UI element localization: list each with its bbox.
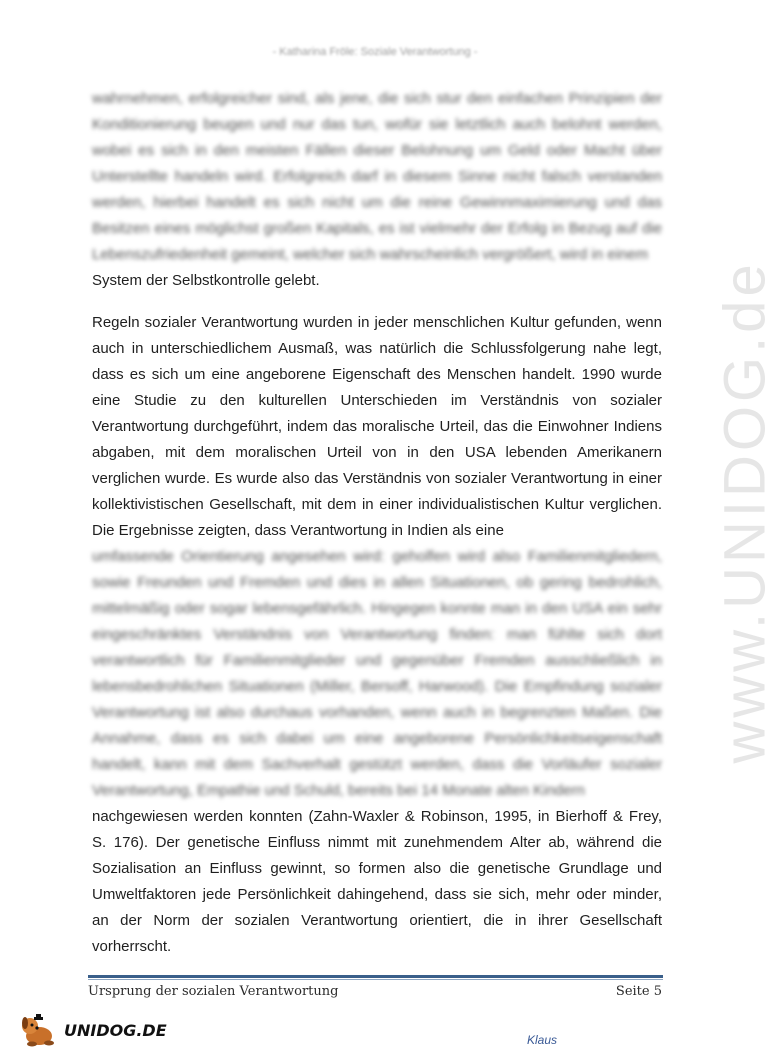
paragraph-2-blurred: umfassende Orientierung angesehen wird: geholfen wird also Familienmitgliedern, sowie Freunden und Fremden und dies in allen Situationen, ob gering bedrohlich, mittelmäßig oder sogar lebensgefährlich. Hingegen konnte man in den USA ein sehr eingeschränktes Verständnis von Verantwortung finden: man fühlte sich dort verantwortlich für Familienmitglieder und gegenüber Fremden ausschließlich in lebensbedrohlichen Situationen (Miller, Bersoff, Harwood). Die Empfindung sozialer Verantwortung ist also durchaus vorhanden, wenn auch in begrenzten Maßen. Die Annahme, dass es sich dabei um eine angeborene Persönlichkeitseigenschaft handelt, kann mit dem Sachverhalt gestützt werden, dass die Vorläufer sozialer Verantwortung, Empathie und Schuld, bereits bei 14 Monate alten Kindern: [92, 548, 662, 799]
footer-title: Ursprung der sozialen Verantwortung: [88, 984, 339, 999]
paragraph-2-end: nachgewiesen werden konnten (Zahn-Waxler & Robinson, 1995, in Bierhoff & Frey, S. 176). Der genetische Einfluss nimmt mit zunehmendem Alter ab, während die Sozialisation an Einfluss gewinnt, so formen also die genetische Grundlage und Umweltfaktoren jede Persönlichkeit dahingehend, dass sie sich, mehr oder minder, an der Norm der sozialen Verantwortung orientiert, die in ihrer Gesellschaft vorherrscht.: [92, 808, 662, 955]
page-header: - Katharina Fröle: Soziale Verantwortung -: [272, 46, 478, 58]
paragraph-1-blurred: wahrnehmen, erfolgreicher sind, als jene, die sich stur den einfachen Prinzipien der Konditionierung beugen und nur das tun, wofür sie letztlich auch belohnt werden, wobei es sich in den meisten Fällen dieser Belohnung um Geld oder Macht über Unterstellte handeln wird. Erfolgreich darf in diesem Sinne nicht falsch verstanden werden, hierbei handelt es sich nicht um die reine Gewinnmaximierung und das Besitzen eines möglichst großen Kapitals, es ist vielmehr der Erfolg in Bezug auf die Lebenszufriedenheit gemeint, welcher sich wahrscheinlich vergrößert, wird in einem: [92, 90, 662, 263]
paragraph-1-end: System der Selbstkontrolle gelebt.: [92, 272, 320, 289]
author-name: Klaus: [527, 1033, 558, 1047]
footer-rule: [88, 975, 663, 980]
unidog-logo[interactable]: [20, 1014, 167, 1048]
watermark: www.UNIDOG.de: [712, 260, 778, 764]
logo-text: UNIDOG.DE: [64, 1021, 167, 1040]
paragraph-2: Regeln sozialer Verantwortung wurden in jeder menschlichen Kultur gefunden, wenn auch in unterschiedlichem Ausmaß, was natürlich die Schlussfolgerung nahe legt, dass es sich um eine angeborene Eigenschaft des Menschen handelt. 1990 wurde eine Studie zu den kulturellen Unterschieden im Verständnis von sozialer Verantwortung durchgeführt, indem das moralische Urteil, das die Einwohner Indiens abgaben, mit dem moralischen Urteil von in den USA lebenden Amerikanern verglichen wurde. Es wurde also das Verständnis von sozialer Verantwortung in einer kollektivistischen Gesellschaft, mit dem in einer individualistischen Kultur verglichen. Die Ergebnisse zeigten, dass Verantwortung in Indien als eine: [92, 314, 662, 539]
dog-mascot-icon: [20, 1014, 64, 1048]
page-number: Seite 5: [615, 984, 662, 999]
